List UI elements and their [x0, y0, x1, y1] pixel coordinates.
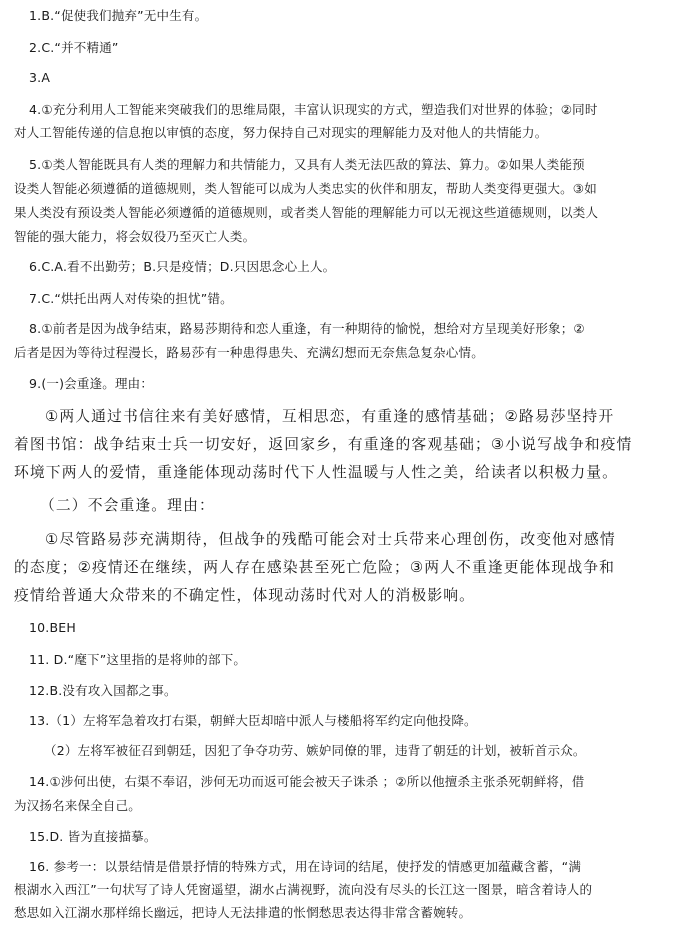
answer-5-line-2: 设类人智能必须遵循的道德规则，类人智能可以成为人类忠实的伙伴和朋友，帮助人类变得更强大。③如 — [14, 181, 597, 196]
answer-9-one-line-1: ①两人通过书信往来有美好感情，互相思恋，有重逢的感情基础；②路易莎坚持开 — [45, 408, 615, 425]
answer-4-line-1: 4.①充分利用人工智能来突破我们的思维局限，丰富认识现实的方式，塑造我们对世界的体验；②同时 — [29, 102, 598, 117]
answer-9-two-line-1: ①尽管路易莎充满期待，但战争的残酷可能会对士兵带来心理创伤，改变他对感情 — [45, 531, 616, 548]
answer-9-heading: 9.(一)会重逢。理由： — [29, 376, 154, 391]
answer-5-line-4: 智能的强大能力，将会奴役乃至灭亡人类。 — [14, 229, 256, 244]
answer-14-line-1: 14.①涉何出使，右渠不奉诏，涉何无功而返可能会被天子诛杀 ；②所以他擅杀主张杀死朝鲜将，借 — [29, 774, 585, 789]
answer-12: 12.B.没有攻入国都之事。 — [29, 683, 177, 698]
answer-8-line-1: 8.①前者是因为战争结束，路易莎期待和恋人重逢，有一种期待的愉悦，想给对方呈现美好形象；② — [29, 321, 585, 336]
answer-11: 11. D.“麾下”这里指的是将帅的部下。 — [29, 652, 247, 667]
answer-9-two-heading: （二）不会重逢。理由： — [40, 497, 215, 514]
answer-16-line-2: 根湖水入西江”一句状写了诗人凭窗遥望，湖水占满视野，流向没有尽头的长江这一图景，暗含着诗人的 — [14, 882, 593, 897]
answer-9-one-line-3: 环境下两人的爱情，重逢能体现动荡时代下人性温暖与人性之美，给读者以积极力量。 — [14, 464, 619, 481]
answer-4-line-2: 对人工智能传递的信息抱以审慎的态度，努力保持自己对现实的理解能力及对他人的共情能力。 — [14, 125, 548, 140]
answer-1: 1.B.“促使我们抛弃”无中生有。 — [29, 8, 208, 23]
answer-10: 10.BEH — [29, 620, 76, 635]
answer-2: 2.C.“并不精通” — [29, 40, 119, 55]
answer-13-part-2: （2）左将军被征召到朝廷，因犯了争夺功劳、嫉妒同僚的罪，违背了朝廷的计划，被斩首示众。 — [44, 743, 586, 758]
answer-9-one-line-2: 着图书馆：战争结束士兵一切安好，返回家乡，有重逢的客观基础；③小说写战争和疫情 — [14, 436, 633, 453]
answer-5-line-3: 果人类没有预设类人智能必须遵循的道德规则，或者类人智能的理解能力可以无视这些道德规则，以类人 — [14, 205, 599, 220]
answer-7: 7.C.“烘托出两人对传染的担忧”错。 — [29, 291, 233, 306]
answer-9-two-line-3: 疫情给普通大众带来的不确定性，体现动荡时代对人的消极影响。 — [14, 587, 476, 604]
answer-15: 15.D. 皆为直接描摹。 — [29, 829, 157, 844]
answer-16-line-3: 愁思如入江湖水那样绵长幽远，把诗人无法排遣的怅惘愁思表达得非常含蓄婉转。 — [14, 905, 472, 920]
answer-9-two-line-2: 的态度；②疫情还在继续，两人存在感染甚至死亡危险；③两人不重逢更能体现战争和 — [14, 559, 616, 576]
answer-16-line-1: 16. 参考一：以景结情是借景抒情的特殊方式，用在诗词的结尾，使抒发的情感更加蕴藏含蓄，“满 — [29, 859, 582, 874]
answer-5-line-1: 5.①类人智能既具有人类的理解力和共情能力，又具有人类无法匹敌的算法、算力。②如果人类能预 — [29, 157, 585, 172]
answer-8-line-2: 后者是因为等待过程漫长，路易莎有一种患得患失、充满幻想而无奈焦急复杂心情。 — [14, 345, 484, 360]
answer-13-part-1: 13.（1）左将军急着攻打右渠，朝鲜大臣却暗中派人与楼船将军约定向他投降。 — [29, 713, 477, 728]
answer-6: 6.C.A.看不出勤劳；B.只是疫情；D.只因思念心上人。 — [29, 259, 336, 274]
answer-3: 3.A — [29, 70, 51, 85]
answer-14-line-2: 为汉扬名来保全自己。 — [14, 798, 142, 813]
